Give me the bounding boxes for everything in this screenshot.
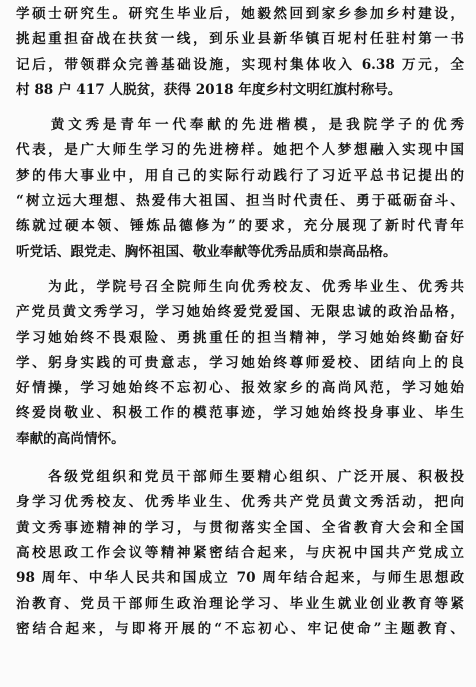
paragraph-organization <box>16 465 464 642</box>
text-line: 挑起重担奋战在扶贫一线，到乐业县新华镇百坭村任驻村第一书 <box>16 31 464 48</box>
text-line: 奉献的高尚情怀。 <box>16 430 125 447</box>
text-line: 身学习优秀校友、优秀毕业生、优秀共产党员黄文秀活动，把向 <box>16 494 464 511</box>
text-line: 听党话、跟党走、胸怀祖国、敬业奉献等优秀品质和崇高品格。 <box>16 243 397 260</box>
text-line: 治教育、党员干部师生政治理论学习、毕业生就业创业教育等紧 <box>16 595 464 612</box>
text-line: “树立远大理想、热爱伟大祖国、担当时代责任、勇于砥砺奋斗、 <box>16 193 464 210</box>
text-line: 学习她始终不畏艰险、勇挑重任的担当精神，学习她始终勤奋好 <box>16 329 464 346</box>
text-line: 终爱岗敬业、积极工作的模范事迹，学习她始终投身事业、毕生 <box>16 405 464 422</box>
text-line: 为此，学院号召全院师生向优秀校友、优秀毕业生、优秀共 <box>16 278 464 295</box>
text-line: 高校思政工作会议等精神紧密结合起来，与庆祝中国共产党成立 <box>16 544 464 561</box>
text-line: 练就过硬本领、锤炼品德修为”的要求，充分展现了新时代青年 <box>16 218 464 235</box>
text-line: 黄文秀事迹精神的学习，与贯彻落实全国、全省教育大会和全国 <box>16 519 464 536</box>
text-line: 产党员黄文秀学习，学习她始终爱党爱国、无限忠诚的政治品格， <box>16 304 464 321</box>
text-line: 各级党组织和党员干部师生要精心组织、广泛开展、积极投 <box>16 469 464 486</box>
paragraph-call-to-learn <box>16 275 464 452</box>
text-line: 密结合起来，与即将开展的“不忘初心、牢记使命”主题教育、 <box>16 620 464 637</box>
text-line: 学、躬身实践的可贵意志，学习她始终尊师爱校、团结向上的良 <box>16 354 464 371</box>
text-line: 梦的伟大事业中，用自己的实际行动践行了习近平总书记提出的 <box>16 167 464 184</box>
text-line: 黄文秀是青年一代奉献的先进楷模，是我院学子的优秀 <box>16 117 464 134</box>
paragraph-intro-bio <box>16 2 464 103</box>
text-line: 学硕士研究生。研究生毕业后，她毅然回到家乡参加乡村建设， <box>16 6 464 22</box>
text-line: 代表，是广大师生学习的先进榜样。她把个人梦想融入实现中国 <box>16 142 464 159</box>
text-line: 98 周年、中华人民共和国成立 70 周年结合起来，与师生思想政 <box>16 570 464 587</box>
text-line: 记后，带领群众完善基础设施，实现村集体收入 6.38 万元，全 <box>16 56 464 73</box>
paragraph-role-model <box>16 113 464 265</box>
text-line: 好情操，学习她始终不忘初心、报效家乡的高尚风范，学习她始 <box>16 380 464 397</box>
text-line: 村 88 户 417 人脱贫，获得 2018 年度乡村文明红旗村称号。 <box>16 81 402 98</box>
